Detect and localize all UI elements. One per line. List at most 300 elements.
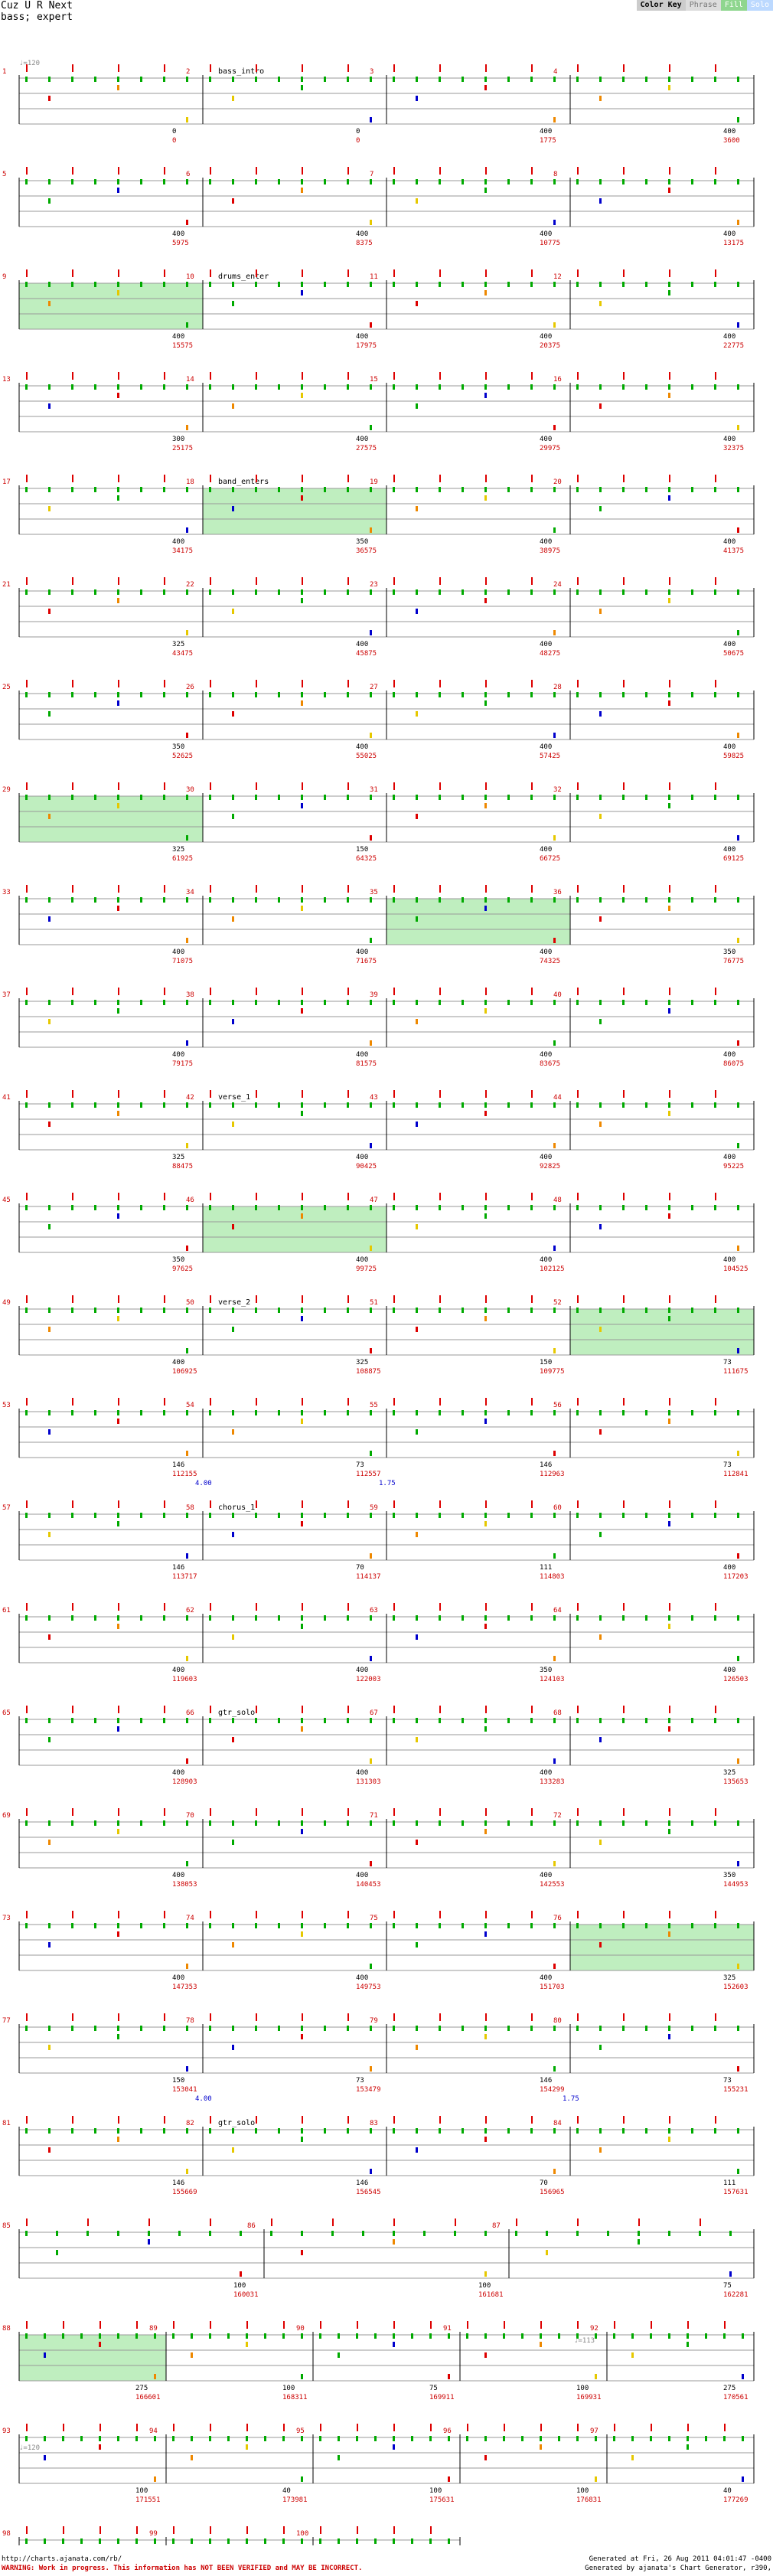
note-gem	[622, 487, 625, 492]
note-gem	[278, 1923, 280, 1928]
note-gem	[691, 1102, 693, 1108]
note-gem	[232, 916, 234, 922]
note-gem	[599, 403, 602, 409]
note-gem	[301, 384, 303, 390]
note-gem	[576, 1000, 579, 1005]
note-gem	[278, 897, 280, 903]
note-gem	[48, 1820, 51, 1826]
measure-number: 98	[2, 2530, 11, 2538]
note-gem	[484, 1829, 487, 1834]
cumulative-score: 108875	[356, 1368, 381, 1376]
note-gem	[140, 692, 142, 697]
note-gem	[484, 906, 487, 911]
note-gem	[393, 282, 395, 287]
note-gem	[553, 1656, 556, 1661]
cumulative-score: 76775	[723, 958, 745, 965]
cumulative-score: 170561	[723, 2394, 749, 2401]
note-gem	[553, 1820, 556, 1826]
note-gem	[338, 2333, 340, 2339]
note-gem	[48, 1513, 51, 1518]
note-gem	[232, 301, 234, 306]
note-gem	[393, 1410, 395, 1415]
note-gem	[282, 2436, 285, 2441]
note-gem	[484, 77, 487, 82]
measure-score: 111	[723, 2179, 736, 2187]
note-gem	[668, 1111, 670, 1116]
note-gem	[599, 77, 602, 82]
note-gem	[714, 384, 716, 390]
note-gem	[186, 733, 188, 738]
note-gem	[484, 1726, 487, 1732]
note-gem	[186, 1513, 188, 1518]
note-gem	[650, 2436, 652, 2441]
note-gem	[154, 2333, 156, 2339]
note-gem	[319, 2538, 321, 2544]
measure-number: 77	[2, 2017, 11, 2025]
note-gem	[737, 384, 739, 390]
note-gem	[209, 1615, 211, 1621]
note-gem	[691, 384, 693, 390]
measure-number: 51	[370, 1299, 378, 1307]
note-gem	[232, 1308, 234, 1313]
note-gem	[227, 2333, 230, 2339]
cumulative-score: 104525	[723, 1265, 749, 1273]
note-gem	[117, 179, 119, 184]
note-gem	[714, 1000, 716, 1005]
note-gem	[645, 77, 647, 82]
note-gem	[370, 220, 372, 225]
note-gem	[393, 1000, 395, 1005]
note-gem	[324, 1308, 326, 1313]
measure-score: 400	[172, 333, 185, 341]
cumulative-score: 3600	[723, 137, 740, 145]
note-gem	[691, 692, 693, 697]
measure-score: 400	[540, 1769, 553, 1777]
note-gem	[599, 282, 602, 287]
note-gem	[645, 692, 647, 697]
note-gem	[301, 1410, 303, 1415]
note-gem	[301, 700, 303, 706]
note-gem	[737, 795, 739, 800]
note-gem	[622, 1513, 625, 1518]
note-gem	[94, 692, 96, 697]
measure-score: 400	[356, 436, 369, 443]
note-gem	[48, 692, 51, 697]
note-gem	[737, 1451, 739, 1456]
note-gem	[416, 1019, 418, 1024]
note-gem	[393, 1718, 395, 1723]
note-gem	[186, 2066, 188, 2072]
note-gem	[347, 1820, 349, 1826]
note-gem	[338, 2455, 340, 2460]
note-gem	[668, 384, 670, 390]
measure-score: 400	[540, 230, 553, 238]
note-gem	[117, 1000, 119, 1005]
note-gem	[48, 1102, 51, 1108]
section-label: drums_enter	[218, 273, 269, 281]
measure-score: 400	[540, 333, 553, 341]
note-gem	[393, 1923, 395, 1928]
measure-number: 53	[2, 1402, 11, 1409]
note-gem	[599, 1224, 602, 1229]
measure-score: 73	[356, 1461, 364, 1469]
note-gem	[48, 1923, 51, 1928]
note-gem	[25, 2026, 28, 2031]
measure-score: 275	[723, 2385, 736, 2392]
note-gem	[48, 897, 51, 903]
cumulative-score: 25175	[172, 445, 194, 452]
measure-score: 400	[540, 1051, 553, 1059]
note-gem	[645, 1820, 647, 1826]
measure-number: 84	[553, 2120, 562, 2127]
note-gem	[484, 795, 487, 800]
note-gem	[423, 2231, 426, 2236]
note-gem	[737, 117, 739, 122]
note-gem	[553, 2066, 556, 2072]
note-gem	[416, 1327, 418, 1332]
note-gem	[507, 179, 510, 184]
note-gem	[232, 897, 234, 903]
note-gem	[301, 1513, 303, 1518]
note-gem	[140, 179, 142, 184]
measure-number: 7	[370, 171, 374, 178]
cumulative-score: 135653	[723, 1778, 749, 1786]
note-gem	[163, 1923, 165, 1928]
note-gem	[370, 1348, 372, 1353]
note-gem	[599, 916, 602, 922]
note-gem	[668, 1102, 670, 1108]
note-gem	[439, 282, 441, 287]
note-gem	[301, 393, 303, 398]
note-gem	[25, 692, 28, 697]
note-gem	[148, 2231, 150, 2236]
note-gem	[232, 1205, 234, 1210]
note-gem	[668, 1829, 670, 1834]
note-gem	[484, 1820, 487, 1826]
measure-score: 350	[723, 1872, 736, 1879]
note-gem	[416, 2026, 418, 2031]
note-gem	[416, 1410, 418, 1415]
note-gem	[25, 897, 28, 903]
measure-number: 36	[553, 889, 562, 896]
note-gem	[530, 487, 533, 492]
note-gem	[44, 2538, 46, 2544]
note-gem	[48, 2026, 51, 2031]
note-gem	[484, 1624, 487, 1629]
note-gem	[737, 1040, 739, 1046]
measure-number: 88	[2, 2325, 11, 2333]
measure-number: 30	[186, 786, 194, 794]
measure-number: 44	[553, 1094, 562, 1102]
note-gem	[553, 1000, 556, 1005]
note-gem	[191, 2333, 193, 2339]
note-gem	[416, 1820, 418, 1826]
note-gem	[416, 1205, 418, 1210]
measure-score: 350	[172, 743, 185, 751]
cumulative-score: 1775	[540, 137, 556, 145]
measure-number: 13	[2, 376, 11, 384]
cumulative-score: 43475	[172, 650, 194, 658]
note-gem	[576, 179, 579, 184]
measure-score: 0	[356, 128, 360, 135]
note-gem	[737, 322, 739, 328]
note-gem	[645, 1000, 647, 1005]
note-gem	[370, 795, 372, 800]
note-gem	[714, 1615, 716, 1621]
note-gem	[301, 1624, 303, 1629]
note-gem	[209, 1820, 211, 1826]
note-gem	[742, 2476, 744, 2482]
note-gem	[71, 1308, 73, 1313]
note-gem	[44, 2455, 46, 2460]
note-gem	[416, 1102, 418, 1108]
cumulative-score: 138053	[172, 1881, 197, 1889]
note-gem	[645, 179, 647, 184]
star-power-score: 4.00	[195, 2095, 212, 2103]
note-gem	[140, 77, 142, 82]
measure-number: 94	[149, 2427, 158, 2435]
measure-number: 71	[370, 1812, 378, 1820]
note-gem	[264, 2436, 266, 2441]
note-gem	[324, 1513, 326, 1518]
note-gem	[691, 1718, 693, 1723]
note-gem	[668, 282, 670, 287]
measure-score: 40	[723, 2487, 732, 2495]
note-gem	[576, 2231, 579, 2236]
note-gem	[393, 77, 395, 82]
note-gem	[48, 2045, 51, 2050]
note-gem	[507, 1718, 510, 1723]
note-gem	[71, 2128, 73, 2134]
measure-number: 34	[186, 889, 194, 896]
note-gem	[71, 1615, 73, 1621]
note-gem	[48, 589, 51, 595]
measure-number: 60	[553, 1504, 562, 1512]
note-gem	[324, 1205, 326, 1210]
note-gem	[94, 179, 96, 184]
note-gem	[737, 1656, 739, 1661]
note-gem	[507, 282, 510, 287]
cumulative-score: 48275	[540, 650, 561, 658]
note-gem	[370, 77, 372, 82]
fill-region	[570, 1925, 754, 1970]
note-gem	[714, 1205, 716, 1210]
note-gem	[599, 2045, 602, 2050]
note-gem	[232, 1923, 234, 1928]
measure-score: 100	[282, 2385, 295, 2392]
note-gem	[645, 795, 647, 800]
cumulative-score: 64325	[356, 855, 377, 863]
note-gem	[140, 897, 142, 903]
note-gem	[507, 2026, 510, 2031]
note-gem	[622, 1718, 625, 1723]
cumulative-score: 112841	[723, 1471, 749, 1478]
note-gem	[94, 897, 96, 903]
cumulative-score: 133283	[540, 1778, 565, 1786]
measure-score: 350	[723, 948, 736, 956]
measure-number: 89	[149, 2325, 158, 2333]
note-gem	[278, 179, 280, 184]
measure-number: 100	[296, 2530, 309, 2538]
note-gem	[48, 1840, 51, 1845]
measure-number: 70	[186, 1812, 194, 1820]
note-gem	[301, 179, 303, 184]
note-gem	[99, 2333, 101, 2339]
cumulative-score: 112155	[172, 1471, 197, 1478]
note-gem	[714, 487, 716, 492]
measure-score: 400	[723, 1256, 736, 1264]
note-gem	[416, 1840, 418, 1845]
note-gem	[530, 692, 533, 697]
measure-score: 146	[172, 1564, 185, 1572]
note-gem	[232, 1410, 234, 1415]
note-gem	[645, 487, 647, 492]
measure-score: 400	[356, 1154, 369, 1161]
note-gem	[439, 2026, 441, 2031]
note-gem	[25, 2436, 28, 2441]
note-gem	[507, 1410, 510, 1415]
note-gem	[370, 938, 372, 943]
measure-number: 45	[2, 1197, 11, 1204]
measure-score: 400	[356, 1667, 369, 1674]
note-gem	[186, 220, 188, 225]
note-gem	[737, 1143, 739, 1148]
note-gem	[186, 77, 188, 82]
note-gem	[416, 2045, 418, 2050]
note-gem	[117, 2538, 119, 2544]
note-gem	[370, 487, 372, 492]
note-gem	[94, 1513, 96, 1518]
note-gem	[393, 2333, 395, 2339]
note-gem	[705, 2333, 707, 2339]
note-gem	[347, 1615, 349, 1621]
note-gem	[117, 1008, 119, 1014]
note-gem	[25, 1615, 28, 1621]
note-gem	[117, 1931, 119, 1937]
note-gem	[232, 589, 234, 595]
note-gem	[117, 2137, 119, 2142]
note-gem	[25, 179, 28, 184]
note-gem	[232, 198, 234, 204]
note-gem	[576, 1308, 579, 1313]
cumulative-score: 29975	[540, 445, 561, 452]
note-gem	[622, 77, 625, 82]
measure-score: 325	[172, 641, 185, 648]
note-gem	[48, 2147, 51, 2153]
note-gem	[553, 1451, 556, 1456]
note-gem	[737, 527, 739, 533]
note-gem	[117, 2034, 119, 2039]
note-gem	[347, 1923, 349, 1928]
note-gem	[94, 1615, 96, 1621]
note-gem	[737, 938, 739, 943]
note-gem	[186, 589, 188, 595]
note-gem	[370, 630, 372, 635]
note-gem	[347, 1000, 349, 1005]
note-gem	[393, 1820, 395, 1826]
note-gem	[553, 1246, 556, 1251]
note-gem	[553, 527, 556, 533]
measure-score: 75	[723, 2282, 732, 2290]
note-gem	[439, 1410, 441, 1415]
note-gem	[462, 2128, 464, 2134]
note-gem	[324, 1000, 326, 1005]
note-gem	[429, 2333, 432, 2339]
note-gem	[347, 487, 349, 492]
note-gem	[301, 589, 303, 595]
note-gem	[737, 425, 739, 430]
note-gem	[462, 179, 464, 184]
note-gem	[705, 2436, 707, 2441]
note-gem	[622, 1000, 625, 1005]
chart-site-link[interactable]: http://charts.ajanata.com/rb/	[2, 2555, 122, 2563]
cumulative-score: 114803	[540, 1573, 565, 1581]
measure-number: 9	[2, 273, 7, 281]
note-gem	[48, 301, 51, 306]
note-gem	[186, 487, 188, 492]
measure-score: 400	[172, 1359, 185, 1366]
measure-number: 17	[2, 478, 11, 486]
note-gem	[576, 282, 579, 287]
note-gem	[462, 2026, 464, 2031]
note-gem	[448, 2374, 450, 2379]
cumulative-score: 155231	[723, 2086, 749, 2094]
note-gem	[232, 1224, 234, 1229]
note-gem	[448, 2476, 450, 2482]
fill-region	[19, 283, 203, 329]
note-gem	[370, 1143, 372, 1148]
note-gem	[347, 589, 349, 595]
note-gem	[319, 2436, 321, 2441]
note-gem	[507, 1102, 510, 1108]
note-gem	[71, 1923, 73, 1928]
note-gem	[668, 393, 670, 398]
note-gem	[94, 1410, 96, 1415]
note-gem	[737, 1718, 739, 1723]
measure-number: 46	[186, 1197, 194, 1204]
note-gem	[622, 2026, 625, 2031]
note-gem	[25, 589, 28, 595]
note-gem	[25, 2231, 28, 2236]
note-gem	[668, 692, 670, 697]
note-gem	[638, 2231, 640, 2236]
note-gem	[530, 1102, 533, 1108]
note-gem	[393, 179, 395, 184]
note-gem	[484, 2231, 487, 2236]
note-gem	[44, 2436, 46, 2441]
note-gem	[691, 1513, 693, 1518]
note-gem	[191, 2455, 193, 2460]
note-gem	[25, 2333, 28, 2339]
note-gem	[737, 1758, 739, 1764]
note-gem	[416, 2147, 418, 2153]
measure-number: 76	[553, 1915, 562, 1922]
note-gem	[178, 2231, 181, 2236]
note-gem	[232, 1000, 234, 1005]
section-label: verse_1	[218, 1093, 251, 1102]
note-gem	[416, 506, 418, 511]
note-gem	[301, 487, 303, 492]
note-gem	[595, 2333, 597, 2339]
measure-number: 50	[186, 1299, 194, 1307]
note-gem	[691, 487, 693, 492]
note-gem	[393, 795, 395, 800]
note-gem	[370, 1308, 372, 1313]
note-gem	[163, 1615, 165, 1621]
note-gem	[484, 692, 487, 697]
note-gem	[246, 2333, 248, 2339]
note-gem	[668, 2034, 670, 2039]
